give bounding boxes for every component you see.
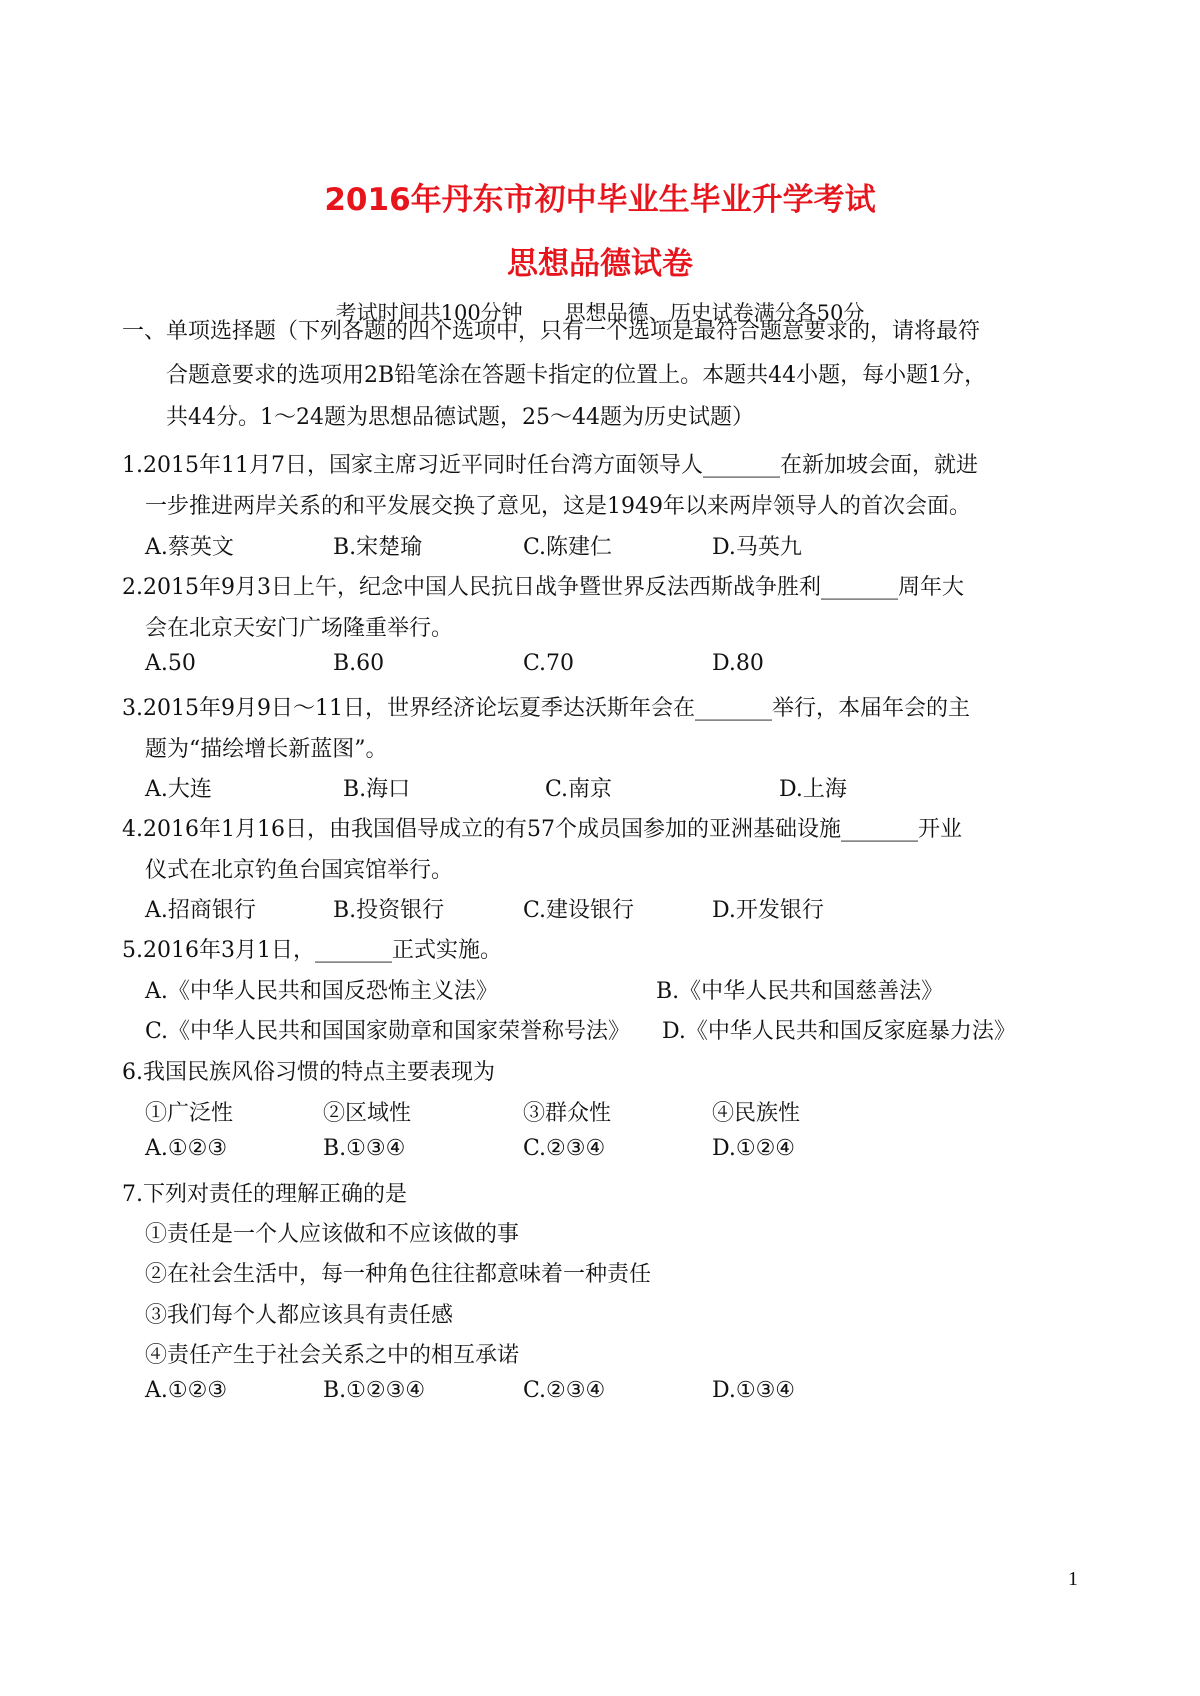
question-2-option-a: A.50	[145, 651, 196, 676]
question-1-option-c: C.陈建仁	[523, 535, 613, 560]
question-6-item-1: ①广泛性	[145, 1101, 234, 1126]
question-3-option-b: B.海口	[343, 777, 411, 802]
question-6-line-1: 6.我国民族风俗习惯的特点主要表现为	[122, 1060, 495, 1085]
question-1-option-d: D.马英九	[712, 535, 802, 560]
question-2-option-c: C.70	[523, 651, 575, 676]
question-7-item-4: ④责任产生于社会关系之中的相互承诺	[145, 1343, 520, 1368]
question-6-item-3: ③群众性	[523, 1101, 612, 1126]
question-2-line-2: 会在北京天安门广场隆重举行。	[145, 616, 454, 641]
question-6-item-2: ②区域性	[323, 1101, 412, 1126]
question-4-option-d: D.开发银行	[712, 898, 824, 923]
question-2-line-1: 2.2015年9月3日上午，纪念中国人民抗日战争暨世界反法西斯战争胜利_______周年大	[122, 575, 964, 600]
question-3-option-c: C.南京	[545, 777, 613, 802]
question-1-option-a: A.蔡英文	[145, 535, 234, 560]
question-1-line-2: 一步推进两岸关系的和平发展交换了意见，这是1949年以来两岸领导人的首次会面。	[145, 494, 971, 519]
question-2-option-b: B.60	[333, 651, 385, 676]
question-7-item-2: ②在社会生活中，每一种角色往往都意味着一种责任	[145, 1262, 652, 1287]
question-2-option-d: D.80	[712, 651, 764, 676]
question-7-option-d: D.①③④	[712, 1378, 796, 1403]
exam-title: 2016年丹东市初中毕业生毕业升学考试	[324, 182, 876, 218]
question-6-item-4: ④民族性	[712, 1101, 801, 1126]
question-5-option-d: D.《中华人民共和国反家庭暴力法》	[662, 1019, 1016, 1044]
question-1-option-b: B.宋楚瑜	[333, 535, 423, 560]
question-5-line-1: 5.2016年3月1日，_______正式实施。	[122, 938, 502, 963]
question-5-option-a: A.《中华人民共和国反恐怖主义法》	[145, 979, 498, 1004]
question-4-option-a: A.招商银行	[145, 898, 256, 923]
question-4-line-1: 4.2016年1月16日，由我国倡导成立的有57个成员国参加的亚洲基础设施_______开业	[122, 817, 962, 842]
question-6-option-d: D.①②④	[712, 1136, 796, 1161]
question-7-option-c: C.②③④	[523, 1378, 606, 1403]
question-6-option-c: C.②③④	[523, 1136, 606, 1161]
question-4-line-2: 仪式在北京钓鱼台国宾馆举行。	[145, 858, 454, 883]
question-4-option-b: B.投资银行	[333, 898, 445, 923]
question-7-item-1: ①责任是一个人应该做和不应该做的事	[145, 1222, 520, 1247]
question-7-item-3: ③我们每个人都应该具有责任感	[145, 1303, 454, 1328]
question-6-option-b: B.①③④	[323, 1136, 406, 1161]
question-4-option-c: C.建设银行	[523, 898, 635, 923]
question-5-option-b: B.《中华人民共和国慈善法》	[656, 979, 944, 1004]
exam-info: 考试时间共100分钟 思想品德、历史试卷满分各50分	[335, 301, 865, 325]
section-heading-line-3: 共44分。1～24题为思想品德试题，25～44题为历史试题）	[166, 405, 754, 430]
question-7-option-a: A.①②③	[145, 1378, 228, 1403]
section-heading-line-1: 一、单项选择题（下列各题的四个选项中，只有一个选项是最符合题意要求的，请将最符	[122, 319, 981, 344]
question-3-line-2: 题为“描绘增长新蓝图”。	[145, 737, 388, 762]
question-6-option-a: A.①②③	[145, 1136, 228, 1161]
section-heading-line-2: 合题意要求的选项用2B铅笔涂在答题卡指定的位置上。本题共44小题，每小题1分，	[166, 363, 987, 388]
question-3-option-a: A.大连	[145, 777, 212, 802]
question-7-option-b: B.①②③④	[323, 1378, 426, 1403]
page-number: 1	[1068, 1568, 1078, 1590]
question-3-line-1: 3.2015年9月9日～11日，世界经济论坛夏季达沃斯年会在_______举行，本届年会的主	[122, 696, 970, 721]
question-3-option-d: D.上海	[779, 777, 847, 802]
exam-subtitle: 思想品德试卷	[507, 246, 693, 282]
question-1-line-1: 1.2015年11月7日，国家主席习近平同时任台湾方面领导人_______在新加坡会面，就进	[122, 453, 978, 478]
question-5-option-c: C.《中华人民共和国国家勋章和国家荣誉称号法》	[145, 1019, 631, 1044]
question-7-line-1: 7.下列对责任的理解正确的是	[122, 1182, 407, 1207]
